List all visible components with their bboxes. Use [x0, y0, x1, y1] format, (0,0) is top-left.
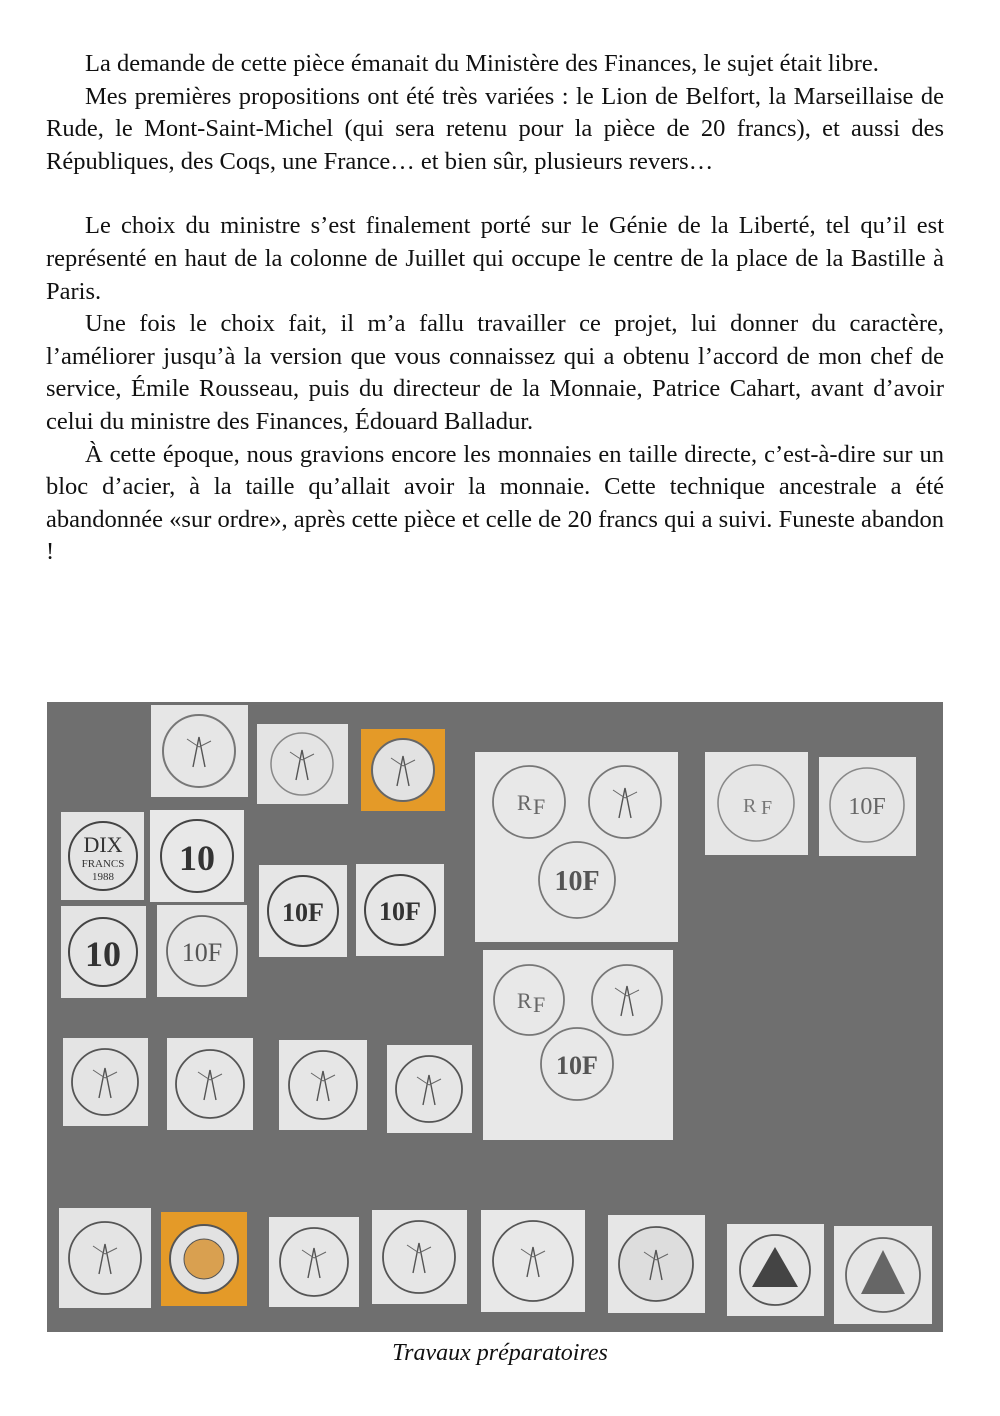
- sketch-card-orange: [361, 729, 445, 811]
- sketch-card: [63, 1038, 148, 1126]
- coin-value: 10F: [282, 898, 324, 927]
- sketch-sheet-large-1: [475, 752, 678, 942]
- sketch-card: [157, 905, 247, 997]
- photo-drawing: [47, 702, 943, 1332]
- coin-value: 10F: [181, 938, 223, 967]
- sketch-card: [608, 1215, 705, 1313]
- sketch-card: [61, 812, 144, 900]
- sketch-card: [834, 1226, 932, 1324]
- paragraph-2: Mes premières propositions ont été très variées : le Lion de Belfort, la Marseillaise de Rude, le Mont-Saint-Michel (qui sera retenu pour la pièce de 20 francs), et aussi des Républiques, des Coqs, une France… et bien sûr, plusieurs revers…: [46, 82, 944, 175]
- coin-value: 10F: [379, 897, 421, 926]
- sketch-card: [705, 752, 808, 855]
- sketch-card: [61, 906, 146, 998]
- coin-value: 10: [85, 934, 121, 974]
- coin-value: 10F: [554, 866, 600, 897]
- coin-word-francs: FRANCS: [81, 858, 125, 870]
- sketch-card: [257, 724, 348, 804]
- paragraph-5: À cette époque, nous gravions encore les monnaies en taille directe, c’est-à-dire sur un bloc d’acier, à la taille qu’allait avoir la monnaie. Cette technique ancestrale a été abandonnée «sur ordre», après cette pièce et celle de 20 francs qui a suivi. Funeste abandon !: [46, 440, 944, 566]
- paragraph-4: Une fois le choix fait, il m’a fallu travailler ce projet, lui donner du caractère, l’améliorer jusqu’à la version que vous connaissez qui a obtenu l’accord de mon chef de service, Émile Rousseau, puis du directeur de la Monnaie, Patrice Cahart, avant d’avoir celui du ministre des Finances, Édouard Balladur.: [46, 310, 944, 435]
- sketch-card-orange: [161, 1212, 247, 1306]
- sketch-card: [150, 810, 244, 902]
- sketch-card: [727, 1224, 824, 1316]
- sketch-card: [819, 757, 916, 856]
- sketch-card: [269, 1217, 359, 1307]
- sketch-card: [59, 1208, 151, 1308]
- sketch-card: [481, 1210, 585, 1312]
- sketch-card: [387, 1045, 472, 1133]
- coin-word-dix: DIX: [83, 832, 123, 857]
- coin-letter-f: F: [761, 797, 773, 819]
- figure-caption: Travaux préparatoires: [392, 1340, 608, 1366]
- coin-letter-f: F: [533, 992, 546, 1017]
- sketch-sheet-large-2: [483, 950, 673, 1140]
- coin-value: 10: [179, 838, 215, 878]
- sketch-card: [356, 864, 444, 956]
- sketch-card: [167, 1038, 253, 1130]
- preparatory-works-photo: [47, 702, 943, 1332]
- coin-letter-r: R: [517, 790, 532, 815]
- sketch-card: [259, 865, 347, 957]
- sketch-card: [372, 1210, 467, 1304]
- coin-letter-f: F: [533, 794, 546, 819]
- article-text: [46, 48, 944, 569]
- coin-letter-r: R: [517, 988, 532, 1013]
- coin-letter-r: R: [743, 795, 757, 817]
- coin-value: 10F: [848, 794, 886, 820]
- paragraph-3: Le choix du ministre s’est finalement porté sur le Génie de la Liberté, tel qu’il est représenté en haut de la colonne de Juillet qui occupe le centre de la place de la Bastille à Paris.: [46, 212, 944, 305]
- sketch-card: [151, 705, 248, 797]
- paragraph-1: La demande de cette pièce émanait du Ministère des Finances, le sujet était libre.: [85, 50, 879, 77]
- sketch-card: [279, 1040, 367, 1130]
- coin-year: 1988: [92, 871, 114, 883]
- coin-value: 10F: [556, 1051, 598, 1080]
